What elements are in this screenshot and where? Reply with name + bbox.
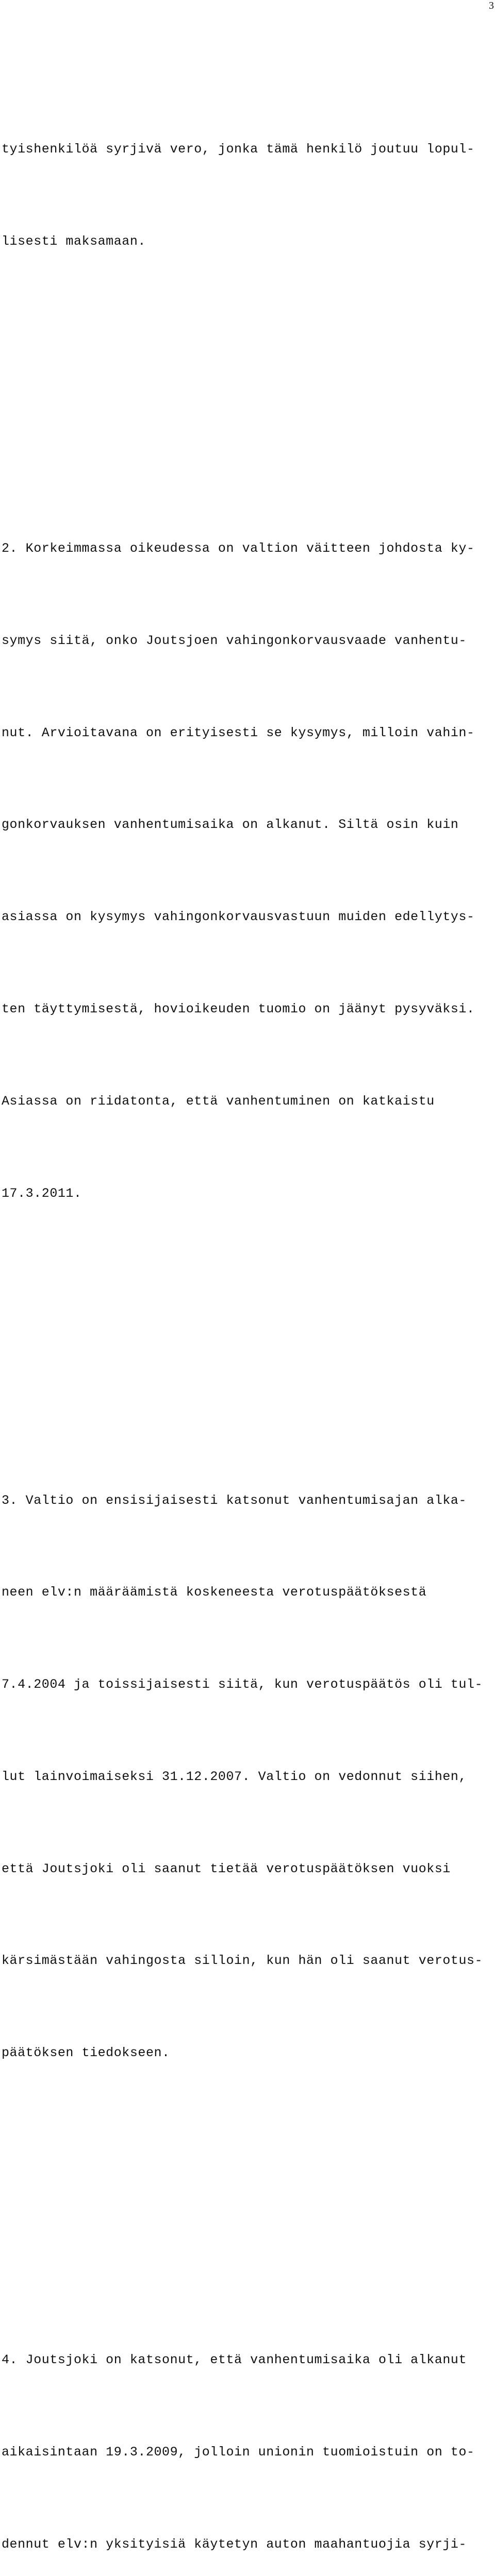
paragraph-spacer <box>2 380 491 411</box>
paragraph-spacer <box>2 2191 491 2222</box>
text-line: symys siitä, onko Joutsjoen vahingonkorvausvaade vanhentu- <box>2 633 467 648</box>
text-line: asiassa on kysymys vahingonkorvausvastuun muiden edellytys- <box>2 909 475 925</box>
text-line: ten täyttymisestä, hovioikeuden tuomio on jäänyt pysyväksi. <box>2 1002 475 1016</box>
text-line: 4. Joutsjoki on katsonut, että vanhentumisaika oli alkanut <box>2 2352 467 2368</box>
text-line: neen elv:n määräämistä koskeneesta verotuspäätöksestä <box>2 1585 427 1600</box>
text-line: 3. Valtio on ensisijaisesti katsonut vanhentumisajan alka- <box>2 1493 467 1508</box>
text-line: Asiassa on riidatonta, että vanhentuminen on katkaistu <box>2 1093 435 1109</box>
text-line: aikaisintaan 19.3.2009, jolloin unionin tuomioistuin on to- <box>2 2444 475 2460</box>
document-body <box>2 11 491 2576</box>
paragraph <box>2 1423 491 2130</box>
paragraph <box>2 472 491 1270</box>
paragraph <box>2 2283 491 2576</box>
text-line: päätöksen tiedokseen. <box>2 2045 170 2061</box>
paragraph <box>2 73 491 318</box>
page-number: 3 <box>489 0 494 11</box>
text-line: että Joutsjoki oli saanut tietää verotuspäätöksen vuoksi <box>2 1861 451 1876</box>
paragraph-spacer <box>2 1332 491 1363</box>
text-line: tyishenkilöä syrjivä vero, jonka tämä henkilö joutuu lopul- <box>2 142 475 157</box>
text-line: dennut elv:n yksityisiä käytetyn auton maahantuojia syrji- <box>2 2536 467 2552</box>
text-line: kärsimästään vahingosta silloin, kun hän oli saanut verotus- <box>2 1953 483 1969</box>
text-line: gonkorvauksen vanhentumisaika on alkanut. Siltä osin kuin <box>2 817 459 833</box>
text-line: lut lainvoimaiseksi 31.12.2007. Valtio on vedonnut siihen, <box>2 1769 467 1784</box>
text-line: 17.3.2011. <box>2 1185 82 1201</box>
text-line: 2. Korkeimmassa oikeudessa on valtion väitteen johdosta ky- <box>2 541 475 556</box>
text-line: lisesti maksamaan. <box>2 234 146 249</box>
text-line: nut. Arvioitavana on erityisesti se kysymys, milloin vahin- <box>2 725 475 740</box>
text-line: 7.4.2004 ja toissijaisesti siitä, kun verotuspäätös oli tul- <box>2 1677 483 1692</box>
